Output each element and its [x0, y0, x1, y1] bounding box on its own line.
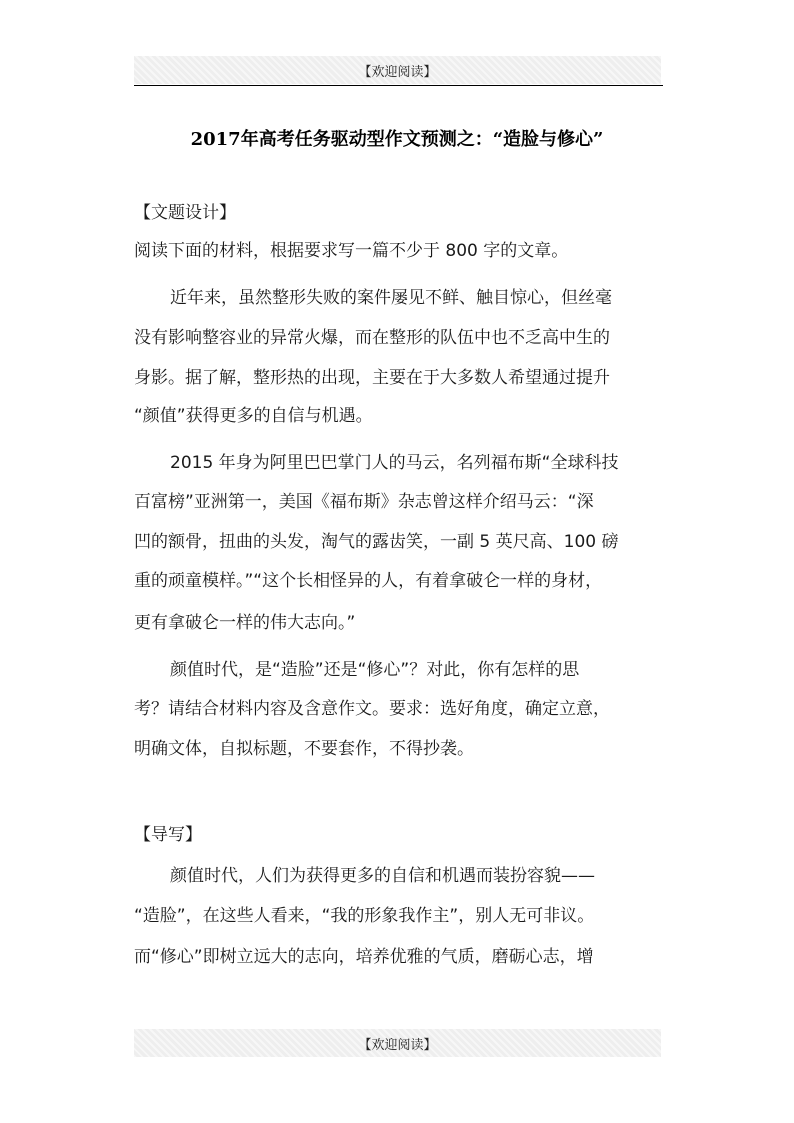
section-heading-guide: 【导写】 — [134, 825, 202, 845]
paragraph-line: “颜值”获得更多的自信与机遇。 — [134, 406, 373, 426]
paragraph-line: 重的顽童模样。”“这个长相怪异的人，有着拿破仑一样的身材， — [134, 571, 603, 591]
paragraph-line: 颜值时代，是“造脸”还是“修心”？对此，你有怎样的思 — [170, 660, 580, 680]
paragraph-line: 近年来，虽然整形失败的案件屡见不鲜、触目惊心，但丝毫 — [170, 288, 612, 308]
paragraph-line: 百富榜”亚洲第一，美国《福布斯》杂志曾这样介绍马云：“深 — [134, 492, 594, 512]
paragraph-line: 考？请结合材料内容及含意作文。要求：选好角度，确定立意， — [134, 699, 610, 719]
header-rule — [134, 85, 663, 86]
paragraph-line: 凹的额骨，扭曲的头发，淘气的露齿笑，一副 5 英尺高、100 磅 — [134, 532, 619, 552]
section-heading-prompt: 【文题设计】 — [134, 203, 236, 223]
paragraph-line: “造脸”，在这些人看来，“我的形象我作主”，别人无可非议。 — [134, 906, 595, 926]
paragraph-line: 身影。据了解，整形热的出现，主要在于大多数人希望通过提升 — [134, 368, 610, 388]
paragraph-line: 没有影响整容业的异常火爆，而在整形的队伍中也不乏高中生的 — [134, 328, 610, 348]
header-banner: 【欢迎阅读】 — [134, 56, 661, 84]
paragraph-line: 阅读下面的材料，根据要求写一篇不少于 800 字的文章。 — [134, 241, 569, 261]
document-title: 2017年高考任务驱动型作文预测之：“造脸与修心” — [190, 129, 604, 150]
paragraph-line: 颜值时代，人们为获得更多的自信和机遇而装扮容貌—— — [170, 866, 595, 886]
paragraph-line: 明确文体，自拟标题，不要套作，不得抄袭。 — [134, 739, 474, 759]
paragraph-line: 2015 年身为阿里巴巴掌门人的马云，名列福布斯“全球科技 — [170, 453, 619, 473]
paragraph-line: 而“修心”即树立远大的志向，培养优雅的气质，磨砺心志，增 — [134, 947, 594, 967]
footer-banner: 【欢迎阅读】 — [134, 1029, 661, 1057]
paragraph-line: 更有拿破仑一样的伟大志向。” — [134, 613, 356, 633]
